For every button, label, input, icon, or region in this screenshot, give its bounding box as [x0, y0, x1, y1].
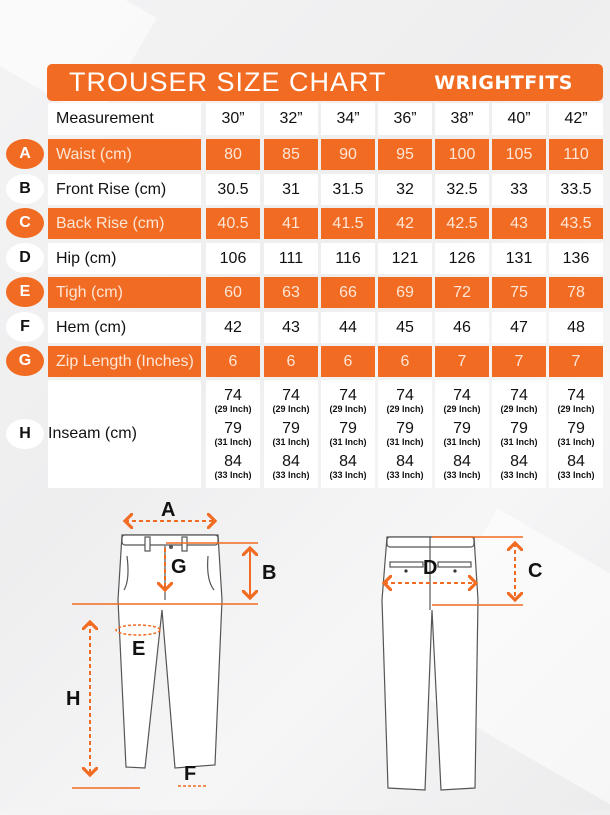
measurement-label: Back Rise (cm) [48, 208, 201, 239]
inseam-inch: (33 Inch) [443, 470, 481, 481]
table-row [0, 174, 610, 205]
brand-logo: WRIGHTFITS [434, 71, 573, 94]
size-value: 6 [206, 346, 260, 377]
size-value: 41 [264, 208, 318, 239]
measurement-header: Measurement [48, 103, 201, 135]
size-value: 40.5 [206, 208, 260, 239]
inseam-option [443, 388, 480, 414]
inseam-cm: 84 [396, 453, 414, 471]
size-value: 121 [378, 243, 432, 274]
size-value: 75 [492, 277, 546, 308]
inseam-label: H [66, 688, 81, 710]
size-value: 126 [435, 243, 489, 274]
size-header: 30” [206, 103, 260, 135]
measurement-label: Inseam (cm) [48, 380, 201, 488]
inseam-option [214, 388, 251, 414]
size-value: 32 [378, 174, 432, 205]
inseam-values [378, 380, 432, 488]
inseam-cm: 84 [224, 453, 242, 471]
size-value: 6 [264, 346, 318, 377]
size-header: 42” [549, 103, 603, 135]
size-value: 106 [206, 243, 260, 274]
size-value: 42.5 [435, 208, 489, 239]
table-row [0, 243, 610, 274]
size-value: 72 [435, 277, 489, 308]
inseam-inch: (33 Inch) [557, 470, 595, 481]
measurement-key-badge: C [6, 208, 44, 238]
size-value: 80 [206, 139, 260, 170]
size-value: 66 [321, 277, 375, 308]
table-row [0, 312, 610, 343]
zip-label: G [171, 556, 187, 578]
size-value: 7 [492, 346, 546, 377]
measurement-key-badge: H [6, 419, 44, 449]
inseam-inch: (33 Inch) [272, 470, 310, 481]
size-value: 47 [492, 312, 546, 343]
inseam-cm: 79 [339, 419, 357, 437]
size-header: 32” [264, 103, 318, 135]
inseam-option [272, 421, 309, 447]
inseam-inch: (29 Inch) [500, 403, 538, 414]
inseam-cm: 79 [510, 419, 528, 437]
size-value: 48 [549, 312, 603, 343]
size-header: 36” [378, 103, 432, 135]
size-value: 111 [264, 243, 318, 274]
size-header: 34” [321, 103, 375, 135]
inseam-cm: 74 [510, 386, 528, 404]
back-rise-label: C [528, 560, 543, 582]
inseam-cm: 74 [396, 386, 414, 404]
inseam-cm: 79 [396, 419, 414, 437]
inseam-option [557, 388, 594, 414]
inseam-inch: (33 Inch) [500, 470, 538, 481]
trouser-diagram [0, 490, 610, 810]
inseam-values [264, 380, 318, 488]
size-value: 46 [435, 312, 489, 343]
measurement-key-badge: F [6, 312, 44, 342]
size-value: 136 [549, 243, 603, 274]
size-value: 31 [264, 174, 318, 205]
size-value: 131 [492, 243, 546, 274]
chart-title: TROUSER SIZE CHART [69, 67, 387, 97]
inseam-inch: (29 Inch) [443, 403, 481, 414]
inseam-option [329, 421, 366, 447]
measurement-label: Tigh (cm) [48, 277, 201, 308]
size-value: 43 [492, 208, 546, 239]
inseam-option [443, 454, 480, 480]
measurement-key-badge: G [6, 346, 44, 376]
chart-header [47, 64, 603, 101]
inseam-cm: 84 [567, 453, 585, 471]
inseam-option [557, 454, 594, 480]
inseam-inch: (31 Inch) [386, 436, 424, 447]
size-value: 43.5 [549, 208, 603, 239]
inseam-inch: (29 Inch) [272, 403, 310, 414]
measurement-label: Waist (cm) [48, 139, 201, 170]
measurement-key-badge: A [6, 139, 44, 169]
size-value: 44 [321, 312, 375, 343]
inseam-option [214, 454, 251, 480]
size-value: 105 [492, 139, 546, 170]
inseam-option [500, 421, 537, 447]
inseam-inch: (31 Inch) [443, 436, 481, 447]
inseam-inch: (31 Inch) [214, 436, 252, 447]
inseam-inch: (31 Inch) [500, 436, 538, 447]
inseam-cm: 74 [339, 386, 357, 404]
hip-label: D [423, 557, 438, 579]
waist-label: A [161, 499, 176, 521]
size-value: 42 [378, 208, 432, 239]
size-value: 95 [378, 139, 432, 170]
measurement-key-badge: E [6, 277, 44, 307]
inseam-inch: (29 Inch) [557, 403, 595, 414]
inseam-inch: (29 Inch) [214, 403, 252, 414]
size-value: 78 [549, 277, 603, 308]
inseam-option [500, 454, 537, 480]
inseam-option [272, 388, 309, 414]
size-value: 43 [264, 312, 318, 343]
inseam-inch: (29 Inch) [329, 403, 367, 414]
hem-label: F [184, 763, 197, 785]
inseam-inch: (31 Inch) [329, 436, 367, 447]
measurement-key-badge: D [6, 243, 44, 273]
inseam-cm: 79 [567, 419, 585, 437]
size-value: 6 [378, 346, 432, 377]
inseam-cm: 84 [510, 453, 528, 471]
inseam-inch: (31 Inch) [272, 436, 310, 447]
table-row [0, 208, 610, 239]
measurement-label: Hip (cm) [48, 243, 201, 274]
size-value: 45 [378, 312, 432, 343]
inseam-inch: (33 Inch) [329, 470, 367, 481]
measurement-label: Hem (cm) [48, 312, 201, 343]
inseam-cm: 84 [339, 453, 357, 471]
size-value: 32.5 [435, 174, 489, 205]
size-value: 90 [321, 139, 375, 170]
inseam-option [500, 388, 537, 414]
inseam-option [329, 454, 366, 480]
size-value: 100 [435, 139, 489, 170]
table-row [0, 346, 610, 377]
inseam-values [549, 380, 603, 488]
measurement-label: Front Rise (cm) [48, 174, 201, 205]
inseam-inch: (33 Inch) [214, 470, 252, 481]
inseam-cm: 74 [224, 386, 242, 404]
size-value: 85 [264, 139, 318, 170]
inseam-option [386, 421, 423, 447]
size-value: 69 [378, 277, 432, 308]
inseam-cm: 79 [224, 419, 242, 437]
size-value: 110 [549, 139, 603, 170]
size-value: 30.5 [206, 174, 260, 205]
inseam-inch: (29 Inch) [386, 403, 424, 414]
inseam-cm: 74 [567, 386, 585, 404]
inseam-option [443, 421, 480, 447]
table-row-inseam [0, 380, 610, 488]
inseam-inch: (33 Inch) [386, 470, 424, 481]
size-value: 63 [264, 277, 318, 308]
inseam-option [329, 388, 366, 414]
inseam-option [386, 454, 423, 480]
inseam-values [206, 380, 260, 488]
inseam-option [272, 454, 309, 480]
inseam-cm: 79 [453, 419, 471, 437]
size-header: 38” [435, 103, 489, 135]
size-value: 33 [492, 174, 546, 205]
measurement-key-badge: B [6, 174, 44, 204]
size-value: 7 [549, 346, 603, 377]
inseam-inch: (31 Inch) [557, 436, 595, 447]
inseam-cm: 74 [282, 386, 300, 404]
inseam-option [557, 421, 594, 447]
inseam-values [321, 380, 375, 488]
table-header-row [0, 103, 610, 135]
thigh-label: E [132, 638, 146, 660]
size-value: 116 [321, 243, 375, 274]
inseam-values [492, 380, 546, 488]
size-value: 41.5 [321, 208, 375, 239]
measurement-label: Zip Length (Inches) [48, 346, 201, 377]
size-value: 60 [206, 277, 260, 308]
inseam-cm: 74 [453, 386, 471, 404]
size-value: 31.5 [321, 174, 375, 205]
inseam-cm: 84 [282, 453, 300, 471]
size-value: 7 [435, 346, 489, 377]
inseam-cm: 79 [282, 419, 300, 437]
size-header: 40” [492, 103, 546, 135]
inseam-values [435, 380, 489, 488]
size-value: 42 [206, 312, 260, 343]
size-value: 33.5 [549, 174, 603, 205]
inseam-cm: 84 [453, 453, 471, 471]
inseam-option [386, 388, 423, 414]
table-row [0, 139, 610, 170]
size-value: 6 [321, 346, 375, 377]
front-rise-label: B [262, 562, 277, 584]
inseam-option [214, 421, 251, 447]
trouser-illustration [0, 490, 610, 810]
table-row [0, 277, 610, 308]
